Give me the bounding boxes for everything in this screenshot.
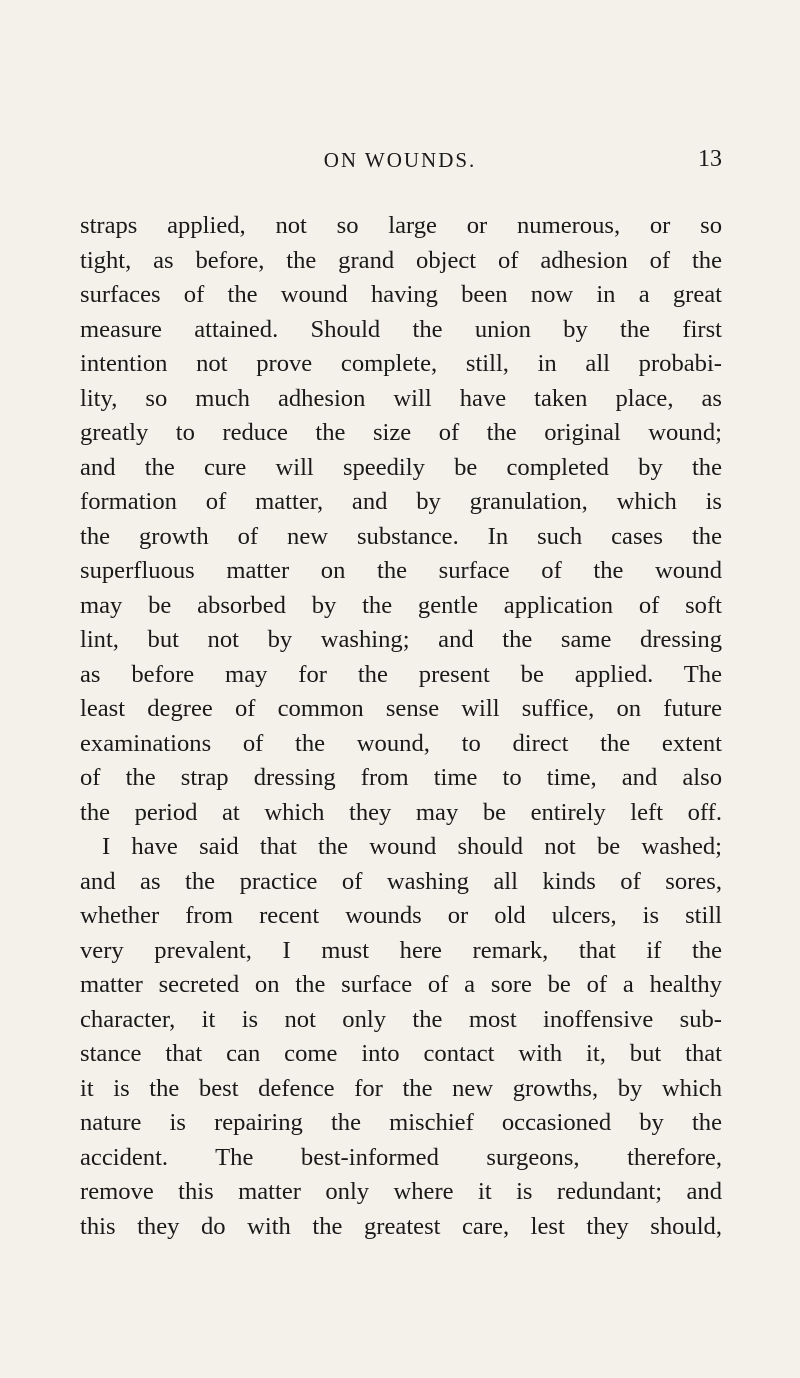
body-text [80, 209, 722, 1244]
text-line: may be absorbed by the gentle application of soft [80, 591, 722, 619]
text-line: least degree of common sense will suffice, on future [80, 695, 722, 722]
text-line: intention not prove complete, still, in all probabi- [80, 350, 722, 377]
paragraph-first-line: I have said that the wound should not be washed; [102, 833, 722, 860]
text-line: formation of matter, and by granulation, which is [80, 488, 722, 515]
text-line: lity, so much adhesion will have taken place, as [80, 384, 722, 412]
text-line: accident. The best-informed surgeons, therefore, [80, 1143, 722, 1171]
text-line: measure attained. Should the union by the first [80, 315, 722, 343]
text-line: examinations of the wound, to direct the extent [80, 729, 722, 757]
page-number: 13 [698, 146, 722, 172]
text-line: stance that can come into contact with it, but that [80, 1040, 722, 1067]
text-line: of the strap dressing from time to time, and also [80, 764, 722, 791]
running-head: ON WOUNDS. [323, 148, 477, 172]
text-line: very prevalent, I must here remark, that if the [80, 936, 722, 964]
text-line: remove this matter only where it is redundant; and [80, 1178, 722, 1205]
text-line: and the cure will speedily be completed by the [80, 453, 722, 481]
text-line: matter secreted on the surface of a sore be of a healthy [80, 971, 722, 998]
text-line: as before may for the present be applied. The [80, 660, 722, 688]
text-line: and as the practice of washing all kinds of sores, [80, 867, 722, 895]
page-header [78, 148, 722, 178]
text-line: the period at which they may be entirely left off. [80, 798, 722, 826]
text-line: tight, as before, the grand object of adhesion of the [80, 246, 722, 274]
text-line: lint, but not by washing; and the same dressing [80, 626, 722, 653]
text-line: superfluous matter on the surface of the wound [80, 557, 722, 584]
text-line: straps applied, not so large or numerous, or so [80, 212, 722, 239]
text-line: greatly to reduce the size of the original wound; [80, 419, 722, 446]
text-line: this they do with the greatest care, lest they should, [80, 1212, 722, 1240]
text-line: character, it is not only the most inoffensive sub- [80, 1005, 722, 1033]
text-line: nature is repairing the mischief occasioned by the [80, 1109, 722, 1136]
text-line: whether from recent wounds or old ulcers, is still [80, 902, 722, 929]
text-line: the growth of new substance. In such cases the [80, 522, 722, 550]
text-line: surfaces of the wound having been now in a great [80, 281, 722, 308]
text-line: it is the best defence for the new growths, by which [80, 1074, 722, 1102]
